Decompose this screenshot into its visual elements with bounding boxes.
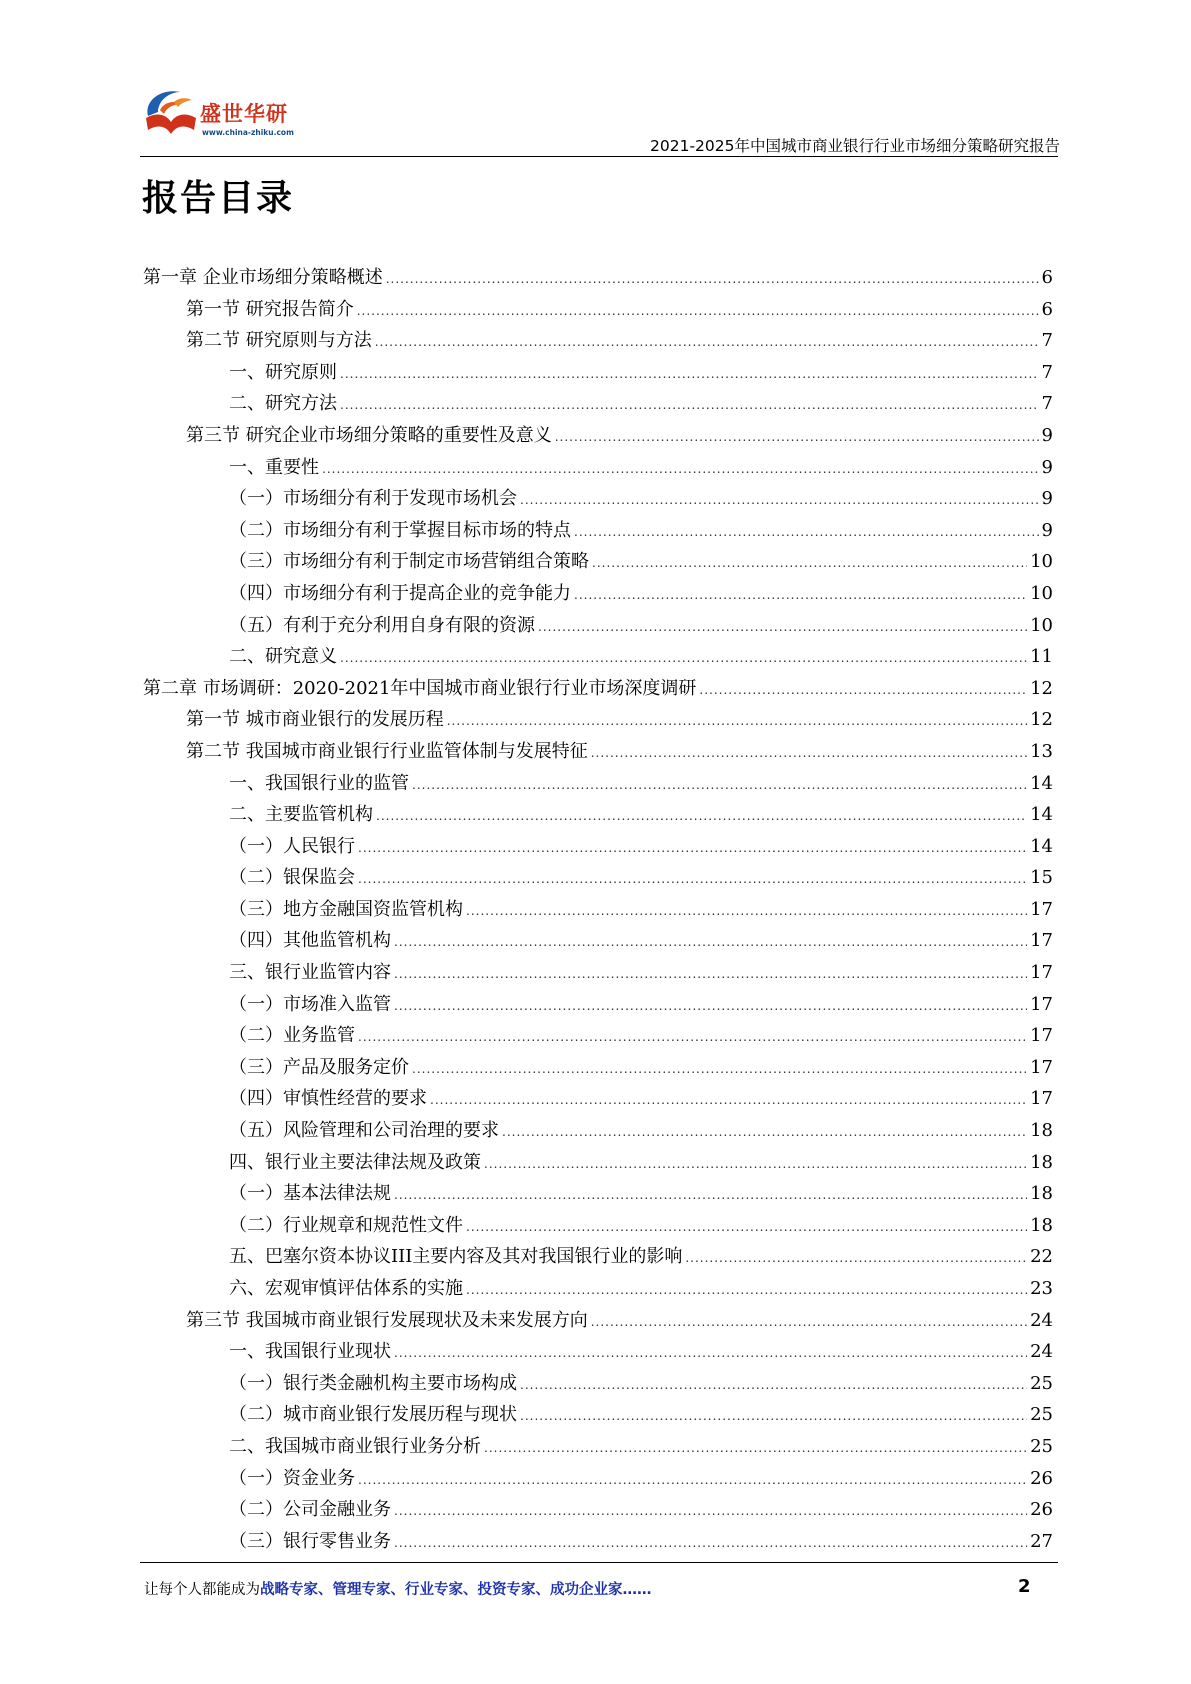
toc-entry-title: （五）有利于充分利用自身有限的资源 [229, 614, 535, 636]
report-title: 2021-2025年中国城市商业银行行业市场细分策略研究报告 [650, 137, 1060, 155]
logo-name: 盛世华研 [200, 102, 288, 126]
toc-entry[interactable] [143, 831, 1053, 863]
toc-entry-title: 第二节 研究原则与方法 [186, 330, 372, 352]
toc-entry-title: 一、我国银行业的监管 [229, 772, 409, 794]
toc-entry-page: 7 [1041, 330, 1053, 352]
toc-dot-leader [520, 1370, 1027, 1402]
toc-entry-page: 12 [1030, 677, 1053, 699]
toc-dot-leader [340, 390, 1039, 422]
company-logo [140, 82, 320, 148]
toc-entry-page: 23 [1030, 1278, 1053, 1299]
toc-entry-title: 二、我国城市商业银行业务分析 [229, 1435, 481, 1457]
toc-entry-title: （一）基本法律法规 [229, 1183, 391, 1205]
toc-entry[interactable] [143, 673, 1053, 705]
toc-entry-title: （四）市场细分有利于提高企业的竞争能力 [229, 582, 571, 604]
toc-dot-leader [412, 770, 1027, 802]
toc-entry-title: （三）地方金融国资监管机构 [229, 898, 463, 920]
toc-entry-page: 17 [1030, 930, 1053, 952]
logo-url: www.china-zhiku.com [202, 128, 294, 137]
toc-dot-leader [520, 485, 1039, 517]
toc-entry-page: 18 [1030, 1151, 1053, 1173]
toc-entry-page: 17 [1030, 898, 1053, 920]
toc-entry-page: 14 [1030, 835, 1053, 857]
toc-entry-page: 15 [1030, 867, 1053, 889]
toc-dot-leader [466, 896, 1027, 928]
toc-entry[interactable] [143, 768, 1053, 800]
toc-entry-page: 9 [1041, 519, 1053, 541]
toc-entry-page: 25 [1030, 1404, 1053, 1426]
toc-dot-leader [502, 1117, 1027, 1149]
toc-entry-title: 第二节 我国城市商业银行行业监管体制与发展特征 [186, 740, 588, 762]
toc-entry-title: 第一章 企业市场细分策略概述 [143, 267, 383, 288]
toc-dot-leader [574, 580, 1027, 612]
toc-entry-title: （二）银保监会 [229, 867, 355, 889]
toc-entry-title: （三）市场细分有利于制定市场营销组合策略 [229, 551, 589, 573]
toc-entry-title: （二）城市商业银行发展历程与现状 [229, 1404, 517, 1426]
toc-entry-page: 13 [1030, 740, 1053, 762]
toc-entry-title: （三）银行零售业务 [229, 1530, 391, 1552]
toc-entry[interactable] [143, 1368, 1053, 1400]
toc-dot-leader [322, 454, 1039, 486]
toc-dot-leader [340, 643, 1027, 675]
toc-entry[interactable] [143, 1052, 1053, 1084]
toc-entry[interactable] [143, 1336, 1053, 1368]
toc-entry-title: 第一节 研究报告简介 [186, 298, 354, 320]
toc-entry[interactable] [143, 1178, 1053, 1210]
toc-entry[interactable] [143, 515, 1053, 547]
toc-entry-title: 一、我国银行业现状 [229, 1341, 391, 1363]
toc-dot-leader [394, 959, 1027, 991]
toc-entry-page: 14 [1030, 804, 1053, 826]
toc-dot-leader [430, 1085, 1027, 1117]
toc-entry-title: （一）市场准入监管 [229, 993, 391, 1015]
toc-dot-leader [357, 296, 1039, 328]
toc-dot-leader [685, 1243, 1027, 1275]
toc-entry-title: 三、银行业监管内容 [229, 962, 391, 984]
toc-entry[interactable] [143, 1399, 1053, 1431]
footer-slogan-prefix: 让每个人都能成为 [144, 1582, 260, 1598]
toc-entry[interactable] [143, 546, 1053, 578]
toc-entry[interactable] [143, 357, 1053, 389]
toc-dot-leader [394, 927, 1027, 959]
toc-entry-page: 10 [1030, 582, 1053, 604]
toc-dot-leader [699, 675, 1027, 707]
toc-entry-title: 第二章 市场调研：2020-2021年中国城市商业银行行业市场深度调研 [143, 677, 697, 699]
toc-dot-leader [447, 706, 1027, 738]
toc-entry-page: 17 [1030, 1056, 1053, 1078]
toc-dot-leader [375, 327, 1039, 359]
toc-entry[interactable] [143, 1494, 1053, 1526]
toc-entry-title: （一）市场细分有利于发现市场机会 [229, 488, 517, 510]
toc-entry-page: 17 [1030, 1088, 1053, 1110]
toc-entry-page: 18 [1030, 1183, 1053, 1205]
toc-dot-leader [466, 1212, 1027, 1244]
toc-entry-title: 一、研究原则 [229, 361, 337, 383]
toc-entry[interactable] [143, 1241, 1053, 1273]
toc-entry-page: 17 [1030, 993, 1053, 1015]
footer-slogan [144, 1578, 652, 1599]
toc-entry-title: （一）资金业务 [229, 1467, 355, 1489]
toc-entry[interactable] [143, 1115, 1053, 1147]
toc-entry-title: （五）风险管理和公司治理的要求 [229, 1120, 499, 1142]
toc-dot-leader [394, 1338, 1027, 1370]
toc-entry-page: 9 [1041, 456, 1053, 478]
toc-entry-title: 第三节 研究企业市场细分策略的重要性及意义 [186, 424, 552, 446]
toc-entry-title: （三）产品及服务定价 [229, 1056, 409, 1078]
toc-entry[interactable] [143, 578, 1053, 610]
toc-entry[interactable] [143, 1463, 1053, 1495]
toc-entry-page: 22 [1030, 1246, 1053, 1268]
toc-dot-leader [394, 1528, 1027, 1560]
toc-dot-leader [340, 359, 1039, 391]
toc-entry-title: 第三节 我国城市商业银行发展现状及未来发展方向 [186, 1309, 588, 1331]
toc-entry-page: 12 [1030, 709, 1053, 731]
page-heading: 报告目录 [142, 178, 295, 219]
toc-entry[interactable] [143, 1210, 1053, 1242]
toc-entry[interactable] [143, 452, 1053, 484]
toc-dot-leader [394, 1496, 1027, 1528]
toc-dot-leader [394, 1180, 1027, 1212]
toc-entry-title: （四）其他监管机构 [229, 930, 391, 952]
toc-entry[interactable] [143, 1526, 1053, 1558]
toc-entry-page: 18 [1030, 1214, 1053, 1236]
toc-dot-leader [358, 864, 1027, 896]
toc-entry-page: 26 [1030, 1499, 1053, 1521]
page-header [140, 82, 1060, 158]
toc-dot-leader [555, 422, 1039, 454]
toc-entry-title: （四）审慎性经营的要求 [229, 1088, 427, 1110]
toc-entry[interactable] [143, 610, 1053, 642]
toc-entry-page: 9 [1041, 424, 1053, 446]
toc-entry-title: （二）市场细分有利于掌握目标市场的特点 [229, 519, 571, 541]
toc-dot-leader [386, 264, 1039, 296]
toc-entry-title: 二、主要监管机构 [229, 804, 373, 826]
toc-entry[interactable] [143, 1273, 1053, 1305]
toc-entry[interactable] [143, 799, 1053, 831]
toc-dot-leader [376, 801, 1027, 833]
toc-entry-page: 24 [1030, 1309, 1053, 1331]
toc-entry[interactable] [143, 388, 1053, 420]
toc-entry-page: 17 [1030, 962, 1053, 984]
toc-entry-title: 第一节 城市商业银行的发展历程 [186, 709, 444, 731]
toc-entry[interactable] [143, 420, 1053, 452]
footer-slogan-highlight: 战略专家、管理专家、行业专家、投资专家、成功企业家…… [260, 1582, 652, 1598]
toc-entry-title: 四、银行业主要法律法规及政策 [229, 1151, 481, 1173]
table-of-contents [143, 262, 1053, 1557]
toc-entry[interactable] [143, 1147, 1053, 1179]
toc-entry[interactable] [143, 294, 1053, 326]
toc-dot-leader [484, 1149, 1027, 1181]
toc-entry-title: （一）银行类金融机构主要市场构成 [229, 1372, 517, 1394]
toc-entry[interactable] [143, 894, 1053, 926]
toc-entry-page: 10 [1030, 551, 1053, 573]
header-divider [140, 156, 1058, 157]
toc-dot-leader [591, 1307, 1027, 1339]
toc-entry[interactable] [143, 262, 1053, 294]
footer-divider [140, 1562, 1058, 1563]
toc-dot-leader [538, 612, 1027, 644]
toc-entry[interactable] [143, 862, 1053, 894]
toc-entry-page: 11 [1030, 646, 1053, 668]
toc-dot-leader [592, 548, 1027, 580]
toc-dot-leader [358, 1465, 1027, 1497]
toc-dot-leader [591, 738, 1027, 770]
logo-emblem-icon [140, 82, 202, 142]
toc-entry[interactable] [143, 989, 1053, 1021]
toc-entry-page: 14 [1030, 772, 1053, 794]
toc-dot-leader [394, 991, 1027, 1023]
toc-entry-title: 五、巴塞尔资本协议III主要内容及其对我国银行业的影响 [229, 1246, 683, 1268]
toc-entry[interactable] [143, 325, 1053, 357]
toc-entry-title: 一、重要性 [229, 456, 319, 478]
toc-entry-page: 26 [1030, 1467, 1053, 1489]
toc-entry[interactable] [143, 736, 1053, 768]
toc-entry-page: 25 [1030, 1435, 1053, 1457]
toc-entry[interactable] [143, 1020, 1053, 1052]
toc-entry[interactable] [143, 483, 1053, 515]
toc-entry-title: （二）业务监管 [229, 1025, 355, 1047]
toc-entry-page: 17 [1030, 1025, 1053, 1047]
toc-entry-page: 6 [1041, 298, 1053, 320]
toc-entry-page: 6 [1041, 267, 1053, 288]
toc-dot-leader [466, 1275, 1027, 1307]
toc-entry[interactable] [143, 957, 1053, 989]
toc-entry[interactable] [143, 1083, 1053, 1115]
toc-entry-page: 10 [1030, 614, 1053, 636]
toc-entry-title: （二）行业规章和规范性文件 [229, 1214, 463, 1236]
toc-entry[interactable] [143, 1305, 1053, 1337]
toc-dot-leader [358, 833, 1027, 865]
page-number: 2 [1018, 1576, 1031, 1597]
toc-entry-page: 27 [1030, 1530, 1053, 1552]
toc-entry-title: 六、宏观审慎评估体系的实施 [229, 1278, 463, 1299]
toc-entry[interactable] [143, 641, 1053, 673]
toc-entry[interactable] [143, 704, 1053, 736]
toc-entry[interactable] [143, 1431, 1053, 1463]
toc-entry-page: 7 [1041, 393, 1053, 415]
toc-entry-page: 25 [1030, 1372, 1053, 1394]
toc-dot-leader [412, 1054, 1027, 1086]
toc-entry-page: 7 [1041, 361, 1053, 383]
toc-entry-title: 二、研究方法 [229, 393, 337, 415]
toc-dot-leader [520, 1401, 1027, 1433]
toc-dot-leader [574, 517, 1039, 549]
toc-entry-page: 18 [1030, 1120, 1053, 1142]
toc-entry-title: 二、研究意义 [229, 646, 337, 668]
toc-dot-leader [358, 1022, 1027, 1054]
toc-entry-title: （二）公司金融业务 [229, 1499, 391, 1521]
toc-dot-leader [484, 1433, 1027, 1465]
toc-entry-page: 24 [1030, 1341, 1053, 1363]
toc-entry-title: （一）人民银行 [229, 835, 355, 857]
toc-entry-page: 9 [1041, 488, 1053, 510]
toc-entry[interactable] [143, 925, 1053, 957]
